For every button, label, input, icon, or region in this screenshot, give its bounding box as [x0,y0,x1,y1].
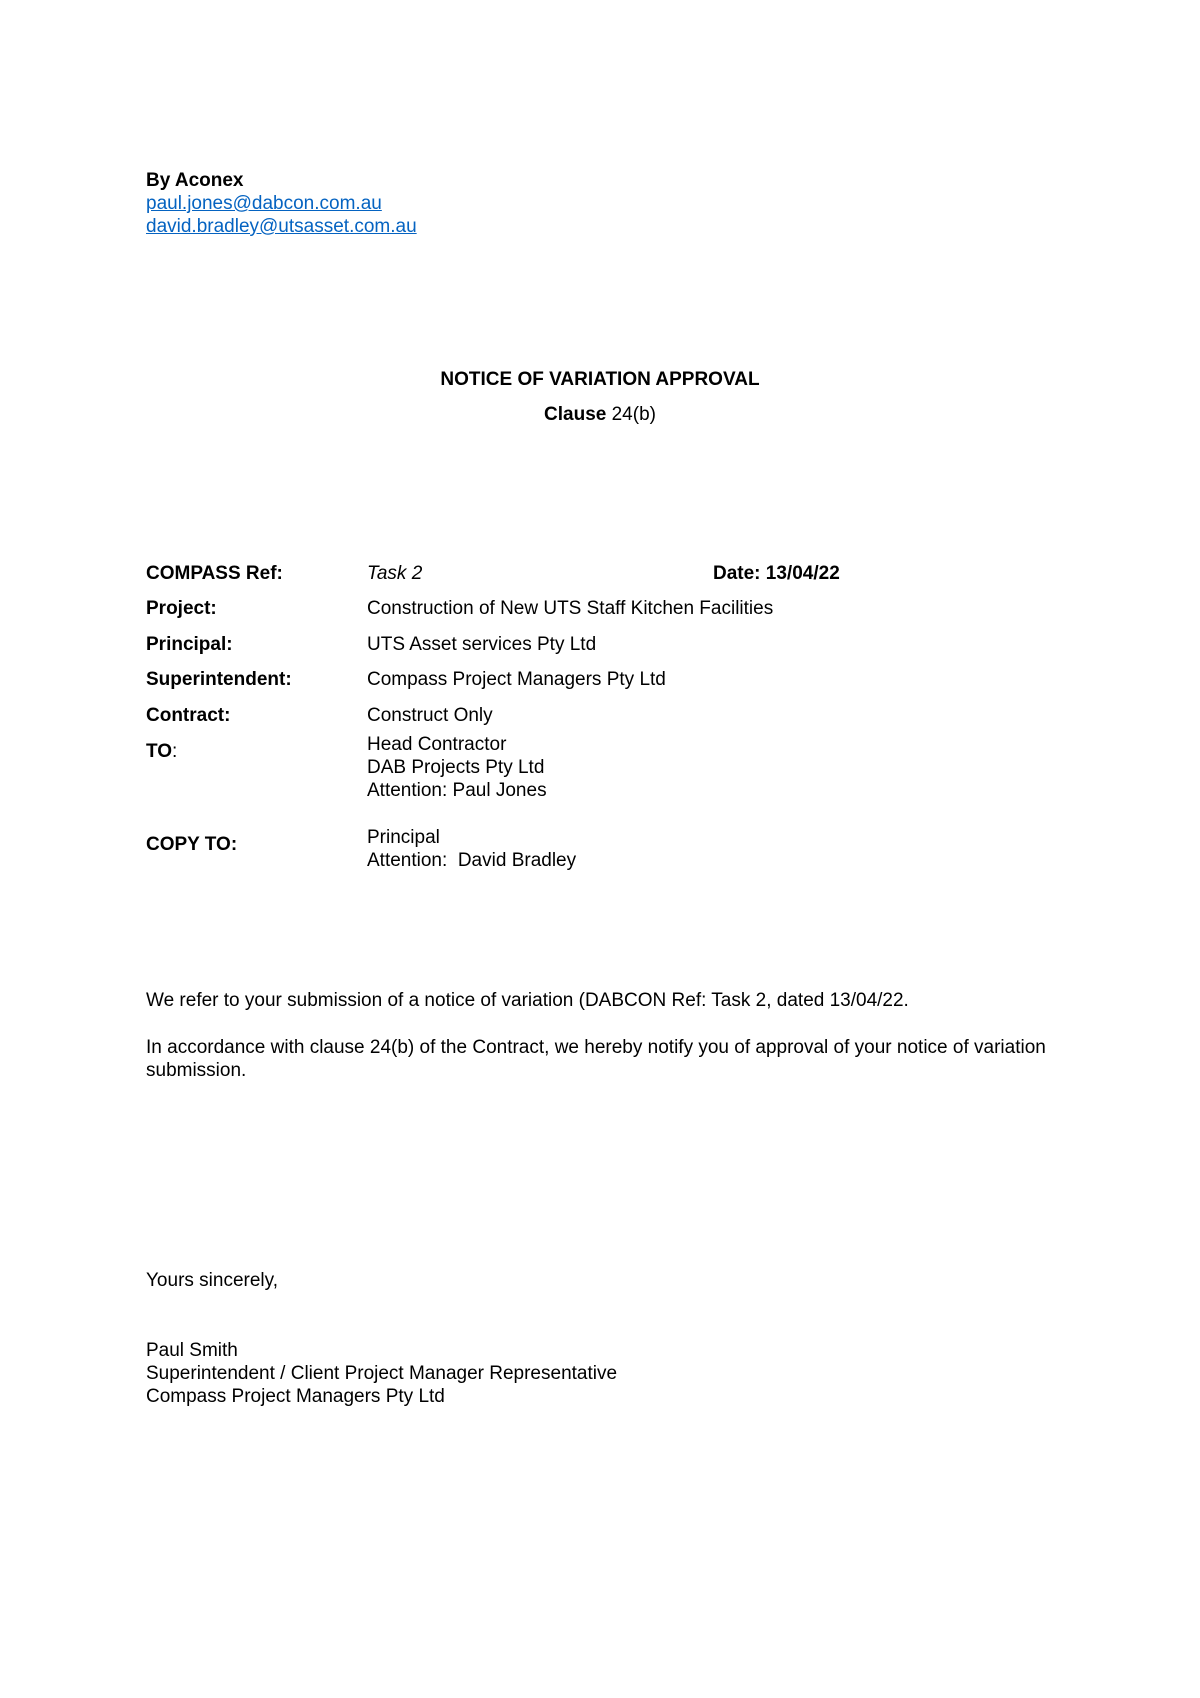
date-label: Date: [713,563,761,584]
copy-to-recipient-block [367,826,576,872]
contract-value: Construct Only [367,705,493,726]
to-line: Head Contractor [367,734,507,755]
to-label-block: TO: [146,741,178,762]
to-recipient-block [367,733,547,802]
signatory-name: Paul Smith [146,1340,238,1361]
notice-title: NOTICE OF VARIATION APPROVAL [440,369,760,390]
clause-label: Clause [544,404,607,425]
copy-to-line: Attention: David Bradley [367,850,577,871]
delivery-method: By Aconex [146,170,244,191]
body-paragraph-1: We refer to your submission of a notice of variation (DABCON Ref: Task 2, dated 13/04/22. [146,990,909,1011]
project-label: Project: [146,598,217,619]
email-link-paul-jones[interactable]: paul.jones@dabcon.com.au [146,193,382,214]
compass-ref-value: Task 2 [367,563,423,584]
body-paragraph-2: In accordance with clause 24(b) of the Contract, we hereby notify you of approval of your notice of variation submission. [146,1037,1046,1081]
contract-label: Contract: [146,705,231,726]
clause-value: 24(b) [611,404,656,425]
date-value: 13/04/22 [765,563,840,584]
signatory-role: Superintendent / Client Project Manager Representative [146,1363,618,1384]
copy-to-line: Principal [367,827,440,848]
signature-block [146,1339,617,1408]
date-field [713,562,840,585]
closing: Yours sincerely, [146,1270,279,1291]
superintendent-label: Superintendent: [146,669,292,690]
email-link-david-bradley[interactable]: david.bradley@utsasset.com.au [146,216,417,237]
delivery-block [146,169,417,238]
project-value: Construction of New UTS Staff Kitchen Facilities [367,598,774,619]
principal-value: UTS Asset services Pty Ltd [367,634,597,655]
compass-ref-label: COMPASS Ref: [146,563,283,584]
signatory-company: Compass Project Managers Pty Ltd [146,1386,445,1407]
to-line: Attention: Paul Jones [367,780,547,801]
clause-reference [0,403,1200,426]
principal-label: Principal: [146,634,233,655]
superintendent-value: Compass Project Managers Pty Ltd [367,669,666,690]
copy-to-label: COPY TO: [146,834,238,855]
to-line: DAB Projects Pty Ltd [367,757,545,778]
to-label: TO [146,741,173,762]
